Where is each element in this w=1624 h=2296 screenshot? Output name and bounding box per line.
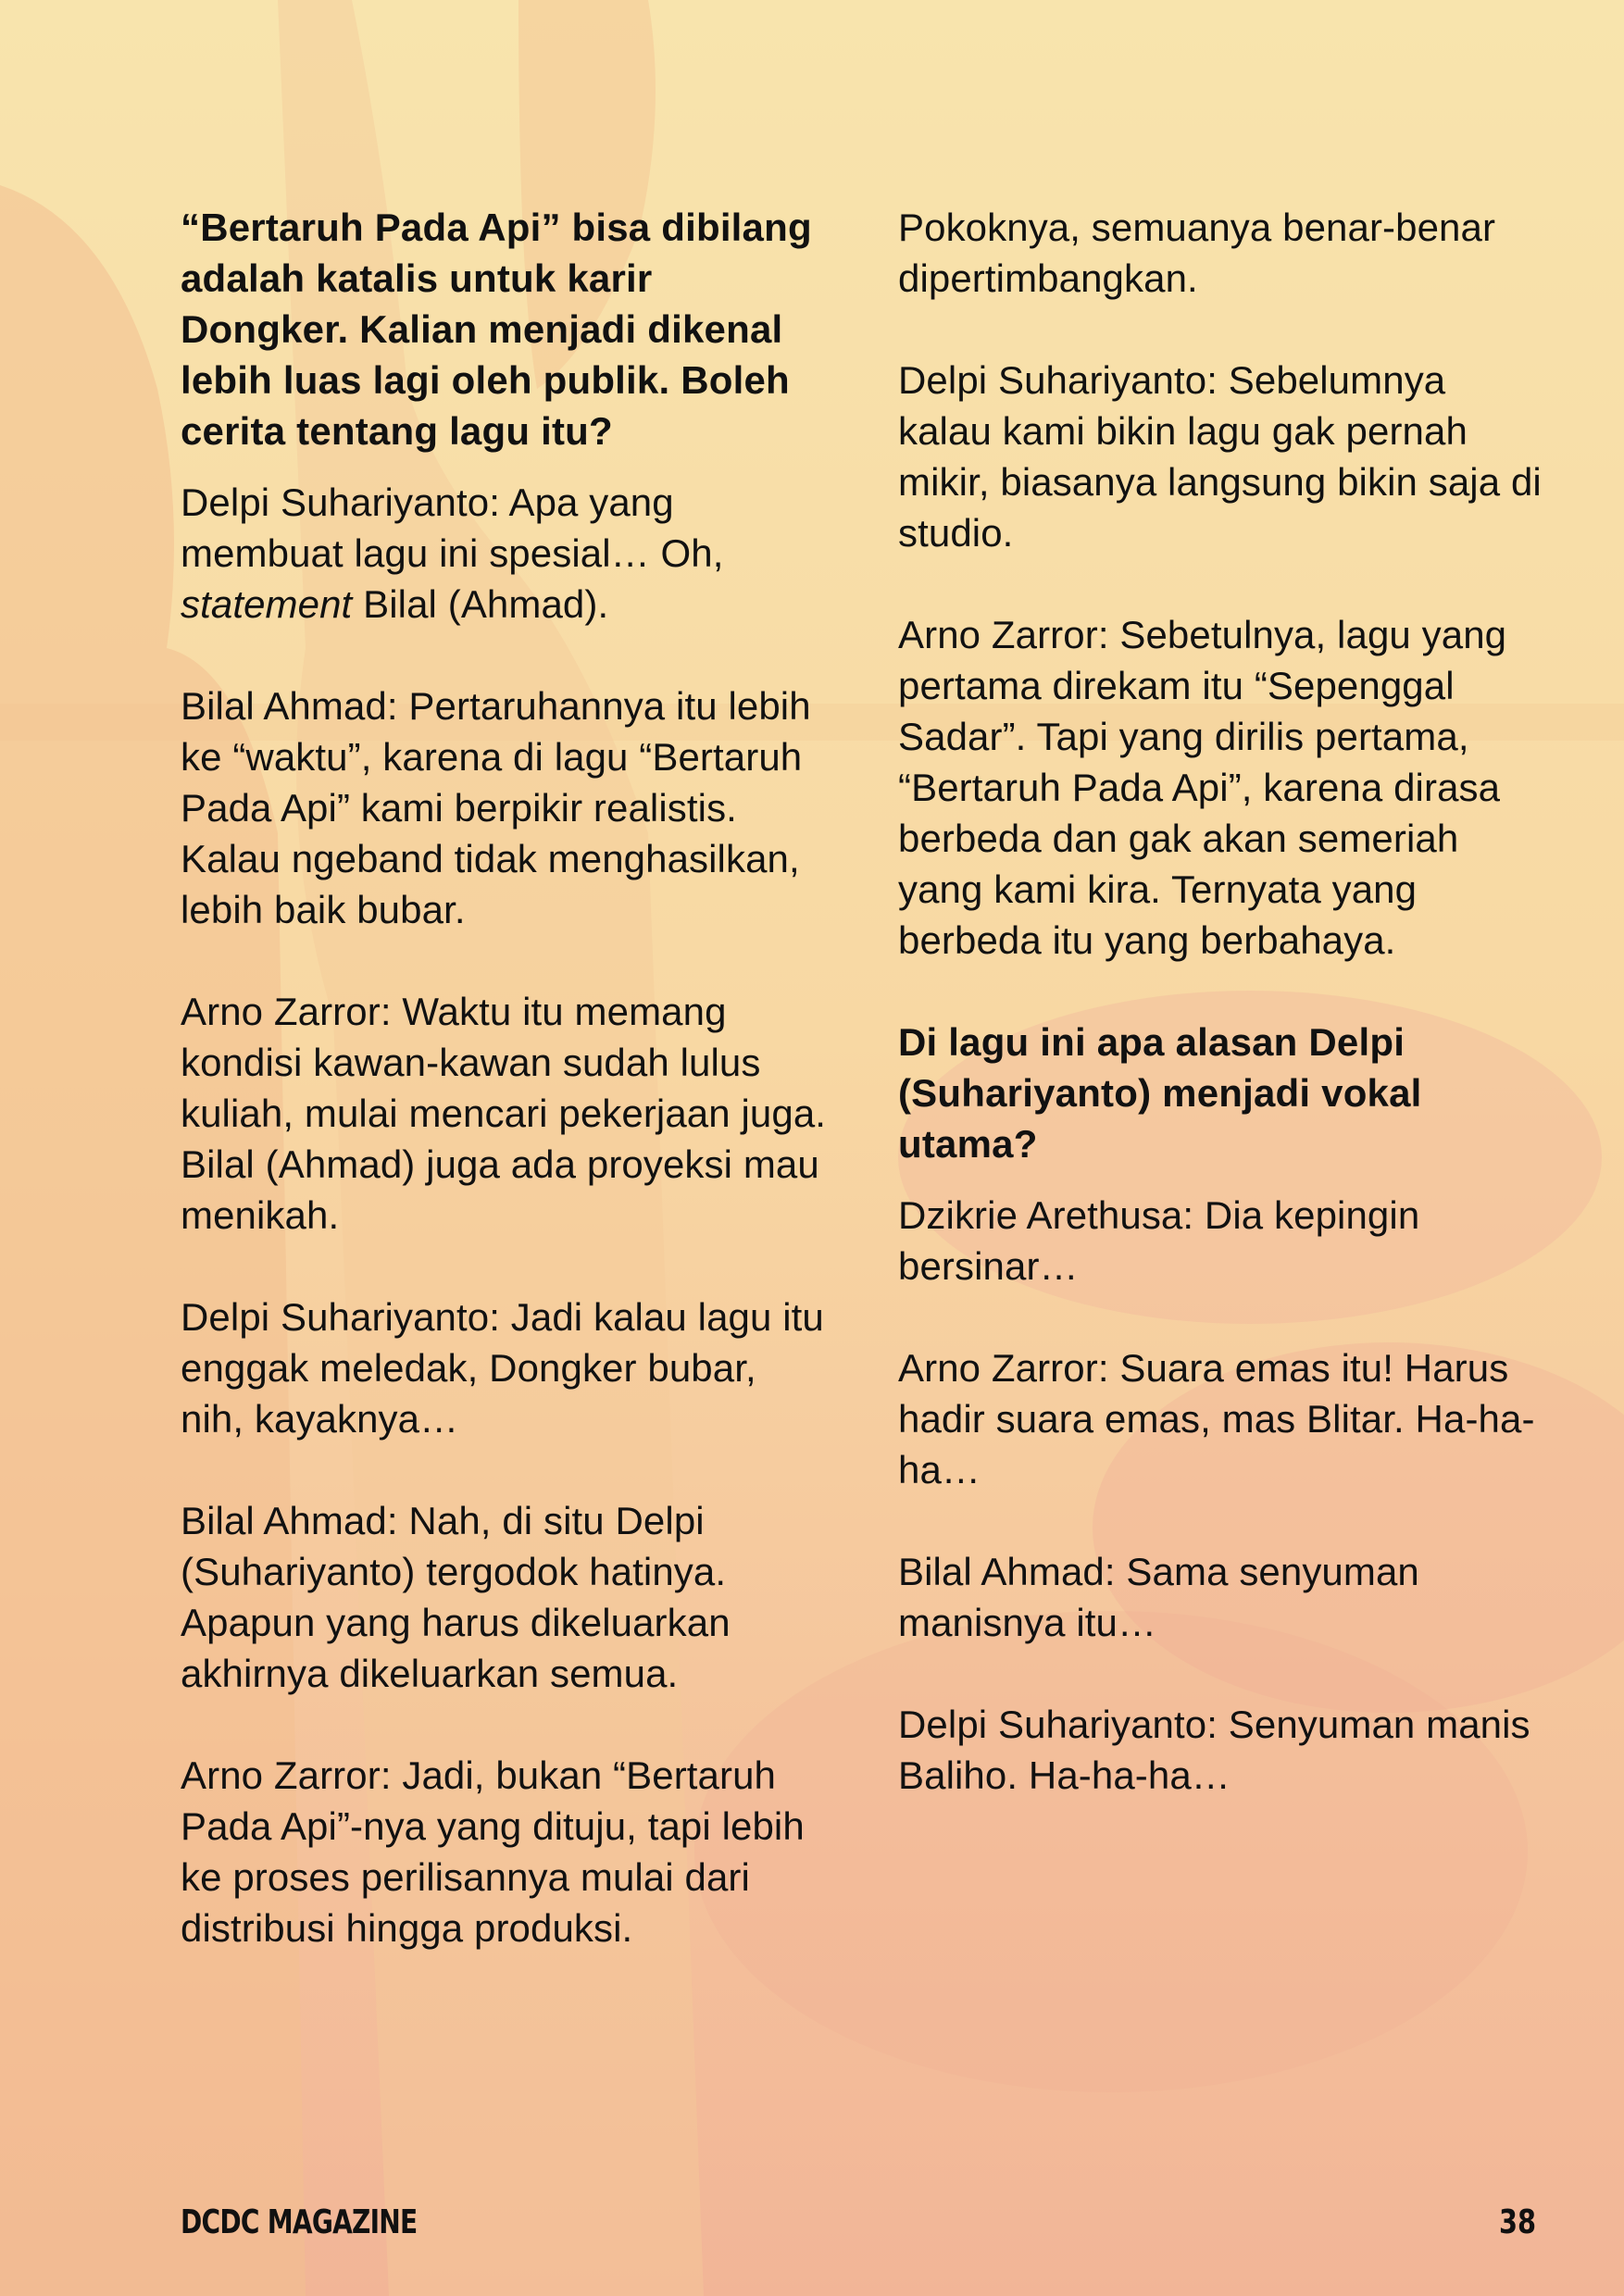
answer-paragraph: Bilal Ahmad: Nah, di situ Delpi (Suhariyanto) tergodok hatinya. Apapun yang harus dikeluarkan akhirnya dikeluarkan semua.: [181, 1499, 731, 1695]
magazine-name: DCDC MAGAZINE: [181, 2203, 418, 2241]
answer-paragraph: Arno Zarror: Waktu itu memang kondisi kawan-kawan sudah lulus kuliah, mulai mencari pekerjaan juga. Bilal (Ahmad) juga ada proyeksi mau menikah.: [181, 990, 827, 1237]
article-body: [181, 202, 1542, 2109]
interview-question: Di lagu ini apa alasan Delpi (Suhariyanto) menjadi vokal utama?: [898, 1020, 1422, 1166]
answer-paragraph: Bilal Ahmad: Sama senyuman manisnya itu…: [898, 1550, 1419, 1644]
interview-question: “Bertaruh Pada Api” bisa dibilang adalah katalis untuk karir Dongker. Kalian menjadi dikenal lebih luas lagi oleh publik. Boleh cerita tentang lagu itu?: [181, 206, 812, 453]
answer-paragraph: [181, 477, 829, 630]
answer-paragraph: Delpi Suhariyanto: Jadi kalau lagu itu enggak meledak, Dongker bubar, nih, kayaknya…: [181, 1295, 824, 1441]
left-column: [181, 202, 829, 2004]
italic-term: statement: [181, 582, 353, 626]
page-number: 38: [1498, 2203, 1536, 2241]
answer-paragraph: Dzikrie Arethusa: Dia kepingin bersinar…: [898, 1193, 1420, 1288]
answer-paragraph: Arno Zarror: Jadi, bukan “Bertaruh Pada Api”-nya yang dituju, tapi lebih ke proses perilisannya mulai dari distribusi hingga produksi.: [181, 1753, 805, 1950]
right-column: [898, 202, 1546, 1852]
answer-paragraph: Arno Zarror: Sebetulnya, lagu yang pertama direkam itu “Sepenggal Sadar”. Tapi yang dirilis pertama, “Bertaruh Pada Api”, karena dirasa berbeda dan gak akan semeriah yang kami kira. Ternyata yang berbeda itu yang berbahaya.: [898, 613, 1507, 962]
answer-paragraph: Pokoknya, semuanya benar-benar dipertimbangkan.: [898, 206, 1496, 300]
answer-paragraph: Delpi Suhariyanto: Sebelumnya kalau kami bikin lagu gak pernah mikir, biasanya langsung bikin saja di studio.: [898, 358, 1542, 555]
answer-text: Bilal (Ahmad).: [352, 582, 609, 626]
answer-text: Delpi Suhariyanto: Apa yang membuat lagu ini spesial… Oh,: [181, 480, 724, 575]
answer-paragraph: Delpi Suhariyanto: Senyuman manis Baliho. Ha-ha-ha…: [898, 1703, 1530, 1797]
answer-paragraph: Bilal Ahmad: Pertaruhannya itu lebih ke “waktu”, karena di lagu “Bertaruh Pada Api” kami berpikir realistis. Kalau ngeband tidak menghasilkan, lebih baik bubar.: [181, 684, 811, 931]
answer-paragraph: Arno Zarror: Suara emas itu! Harus hadir suara emas, mas Blitar. Ha-ha-ha…: [898, 1346, 1535, 1491]
